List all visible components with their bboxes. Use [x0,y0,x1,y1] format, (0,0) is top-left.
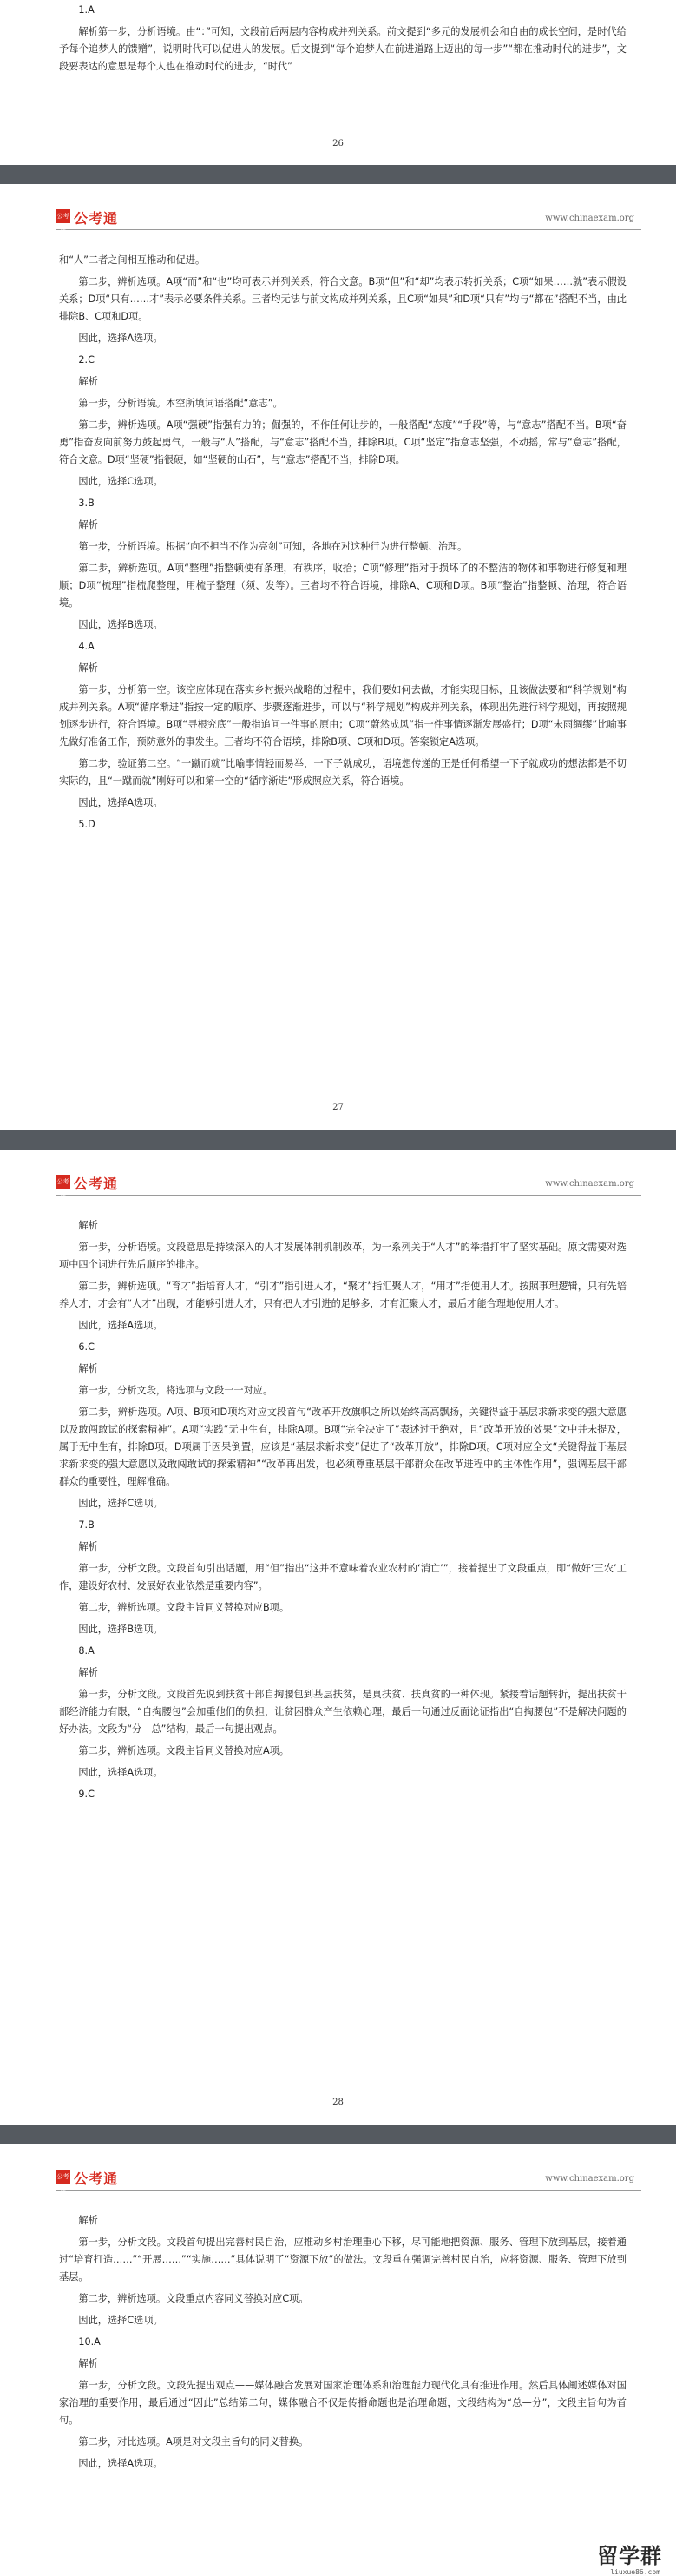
paragraph: 4.A [78,641,95,652]
paragraph: 解析 [78,662,98,674]
paragraph: 因此，选择A选项。 [78,797,163,808]
page-27 [0,184,676,1130]
paragraph: 解析 [78,2358,98,2369]
paragraph: 1.A [78,4,95,16]
page-26-fragment [0,0,676,165]
paragraph: 解析 [78,1220,98,1231]
paragraph: 第一步，分析文段。文段首先说到扶贫干部自掏腰包到基层扶贫，是真扶贫、扶真贫的一种体现。紧接着话题转折，提出扶贫干部经济能力有限，“自掏腰包”会加重他们的负担，让贫困群众产生依赖心理，最后一句通过反面论证指出“自掏腰包”不是解决问题的好办法。文段为“分—总”结构，最后一句提出观点。 [59,1689,627,1735]
page-number: 27 [332,1103,344,1112]
paragraph: 8.A [78,1645,95,1657]
page-header [56,2167,641,2194]
site-url[interactable]: www.chinaexam.org [545,214,634,223]
logo-text: 公考通 [74,210,119,227]
page-header [56,207,641,234]
paragraph: 3.B [78,497,95,509]
paragraph: 因此，选择A选项。 [78,1320,163,1331]
page-separator [0,1130,676,1150]
paragraph: 解析 [78,1541,98,1552]
watermark-logo: 留学群 [597,2544,662,2568]
page-29-fragment [0,2144,676,2576]
paragraph: 第二步，辨析选项。文段主旨同义替换对应B项。 [78,1602,290,1613]
logo-badge-icon: 公考通 [56,209,70,223]
paragraph: 第二步，辨析选项。A项“强硬”指强有力的；倔强的，不作任何让步的，一般搭配“态度”“手段”等，与“意志”搭配不当。B项“奋勇”指奋发向前努力鼓起勇气，一般与“人”搭配，与“意志”搭配不当，排除B项。C项“坚定”指意志坚强，不动摇，常与“意志”搭配，符合文意。D项“坚硬”指很硬，如“坚硬的山石”，与“意志”搭配不当，排除D项。 [59,419,627,465]
paragraph: 解析 [78,1363,98,1374]
paragraph: 第二步，验证第二空。“一蹴而就”比喻事情轻而易举，一下子就成功，语境想传递的正是任何希望一下子就成功的想法都是不切实际的，且“一蹴而就”刚好可以和第一空的“循序渐进”形成照应关系，符合语境。 [59,758,627,787]
logo-badge-icon: 公考通 [56,1175,70,1189]
paragraph: 因此，选择A选项。 [78,333,163,344]
paragraph: 第一步，分析第一空。该空应体现在落实乡村振兴战略的过程中，我们要如何去做，才能实现目标，且该做法要和“科学规划”构成并列关系。A项“循序渐进”指按一定的顺序、步骤逐渐进步，可以与“科学规划”构成并列关系，体现出先进行科学规划，再按照规划逐步进行，符合语境。B项“寻根究底”一般指追问一件事的原由；C项“蔚然成风”指一件事情逐渐发展盛行；D项“未雨绸缪”比喻事先做好准备工作，预防意外的事发生。三者均不符合语境，排除B项、C项和D项。答案锁定A选项。 [59,684,627,748]
paragraph: 第一步，分析文段。文段首句引出话题，用“但”指出“这并不意味着农业农村的‘消亡’”，接着提出了文段重点，即“做好‘三农’工作，建设好农村、发展好农业依然是重要内容”。 [59,1563,627,1591]
paragraph: 因此，选择B选项。 [78,1624,163,1635]
paragraph: 因此，选择C选项。 [78,1498,163,1509]
page-28-content [59,1217,627,1808]
page-29-content [59,2212,627,2477]
page-26-content [59,2,627,80]
paragraph: 10.A [78,2336,101,2348]
logo-text: 公考通 [74,1176,119,1192]
paragraph: 解析 [78,1667,98,1678]
paragraph: 第一步，分析文段，将选项与文段一一对应。 [78,1385,273,1396]
paragraph: 因此，选择A选项。 [78,2458,163,2469]
paragraph: 第一步，分析语境。本空所填词语搭配“意志”。 [78,398,283,409]
paragraph: 5.D [78,819,95,830]
paragraph: 因此，选择A选项。 [78,1767,163,1778]
paragraph: 解析第一步，分析语境。由“：”可知，文段前后两层内容构成并列关系。前文提到“多元的发展机会和自由的成长空间，是时代给予每个追梦人的馈赠”，说明时代可以促进人的发展。后文提到“每个追梦人在前进道路上迈出的每一步”“都在推动时代的进步”，文段要表达的意思是每个人也在推动时代的进步，“时代” [59,26,627,72]
paragraph: 解析 [78,519,98,530]
paragraph: 9.C [78,1789,95,1800]
page-separator [0,2125,676,2144]
page-28 [0,1150,676,2125]
page-header [56,1172,641,1199]
paragraph: 第二步，辨析选项。“育才”指培育人才，“引才”指引进人才，“聚才”指汇聚人才，“用才”指使用人才。按照事理逻辑，只有先培养人才，才会有“人才”出现，才能够引进人才，只有把人才引进的足够多，才有汇聚人才，最后才能合理地使用人才。 [59,1281,627,1309]
paragraph: 因此，选择C选项。 [78,2315,163,2326]
paragraph: 第二步，辨析选项。文段主旨同义替换对应A项。 [78,1745,289,1756]
paragraph: 7.B [78,1519,95,1531]
paragraph: 6.C [78,1341,95,1353]
page-separator [0,165,676,184]
paragraph: 第一步，分析语境。根据“向不担当不作为亮剑”可知，各地在对这种行为进行整顿、治理。 [78,541,468,552]
page-number: 26 [332,139,344,148]
paragraph: 第二步，对比选项。A项是对文段主旨句的同义替换。 [78,2436,309,2448]
paragraph: 2.C [78,354,95,366]
page-number: 28 [332,2098,344,2107]
logo-text: 公考通 [74,2171,119,2187]
site-url[interactable]: www.chinaexam.org [545,1179,634,1189]
paragraph: 第一步，分析文段。文段首句提出完善村民自治，应推动乡村治理重心下移，尽可能地把资源、服务、管理下放到基层，接着通过“培育打造……”“开展……”“实施……”具体说明了“资源下放”的做法。文段重在强调完善村民自治，应将资源、服务、管理下放到基层。 [59,2237,627,2283]
paragraph: 解析 [78,376,98,387]
paragraph: 因此，选择B选项。 [78,619,163,630]
paragraph: 第二步，辨析选项。A项“而”和“也”均可表示并列关系，符合文意。B项“但”和“却”均表示转折关系；C项“如果……就”表示假设关系；D项“只有……才”表示必要条件关系。三者均无法与前文构成并列关系，且C项“如果”和D项“只有”均与“都在”搭配不当，由此排除B、C项和D项。 [59,276,627,322]
paragraph: 第二步，辨析选项。A项“整理”指整顿使有条理，有秩序，收拾；C项“修理”指对于损坏了的不整洁的物体和事物进行修复和理顺；D项“梳理”指梳爬整理，用梳子整理（须、发等）。三者均不符合语境，排除A、C项和D项。B项“整治”指整顿、治理，符合语境。 [59,563,627,609]
paragraph: 因此，选择C选项。 [78,476,163,487]
paragraph: 第二步，辨析选项。文段重点内容同义替换对应C项。 [78,2293,309,2304]
watermark-url: liuxue86.com [610,2568,660,2576]
logo-badge-icon: 公考通 [56,2170,70,2184]
paragraph: 和“人”二者之间相互推动和促进。 [59,254,206,266]
page-27-content [59,252,627,838]
site-url[interactable]: www.chinaexam.org [545,2174,634,2184]
paragraph: 解析 [78,2215,98,2226]
paragraph: 第二步，辨析选项。A项、B项和D项均对应文段首句“改革开放旗帜之所以始终高高飘扬，关键得益于基层求新求变的强大意愿以及敢闯敢试的探索精神”。A项“实践”无中生有，排除A项。B项“完全决定了”表述过于绝对，且“改革开放的效果”文中并未提及，属于无中生有，排除B项。D项属于因果倒置，应该是“基层求新求变”促进了“改革开放”，排除D项。C项对应全文“关键得益于基层求新求变的强大意愿以及敢闯敢试的探索精神”“改革再出发，也必须尊重基层干部群众在改革进程中的主体性作用”，强调基层干部群众的重要性，理解准确。 [59,1407,627,1487]
paragraph: 第一步，分析文段。文段先提出观点——媒体融合发展对国家治理体系和治理能力现代化具有推进作用。然后具体阐述媒体对国家治理的重要作用，最后通过“因此”总结第二句，媒体融合不仅是传播命题也是治理命题，文段结构为“总—分”，文段主旨句为首句。 [59,2380,627,2426]
paragraph: 第一步，分析语境。文段意思是持续深入的人才发展体制机制改革，为一系列关于“人才”的举措打牢了坚实基础。原文需要对选项中四个词进行先后顺序的排序。 [59,1242,627,1270]
